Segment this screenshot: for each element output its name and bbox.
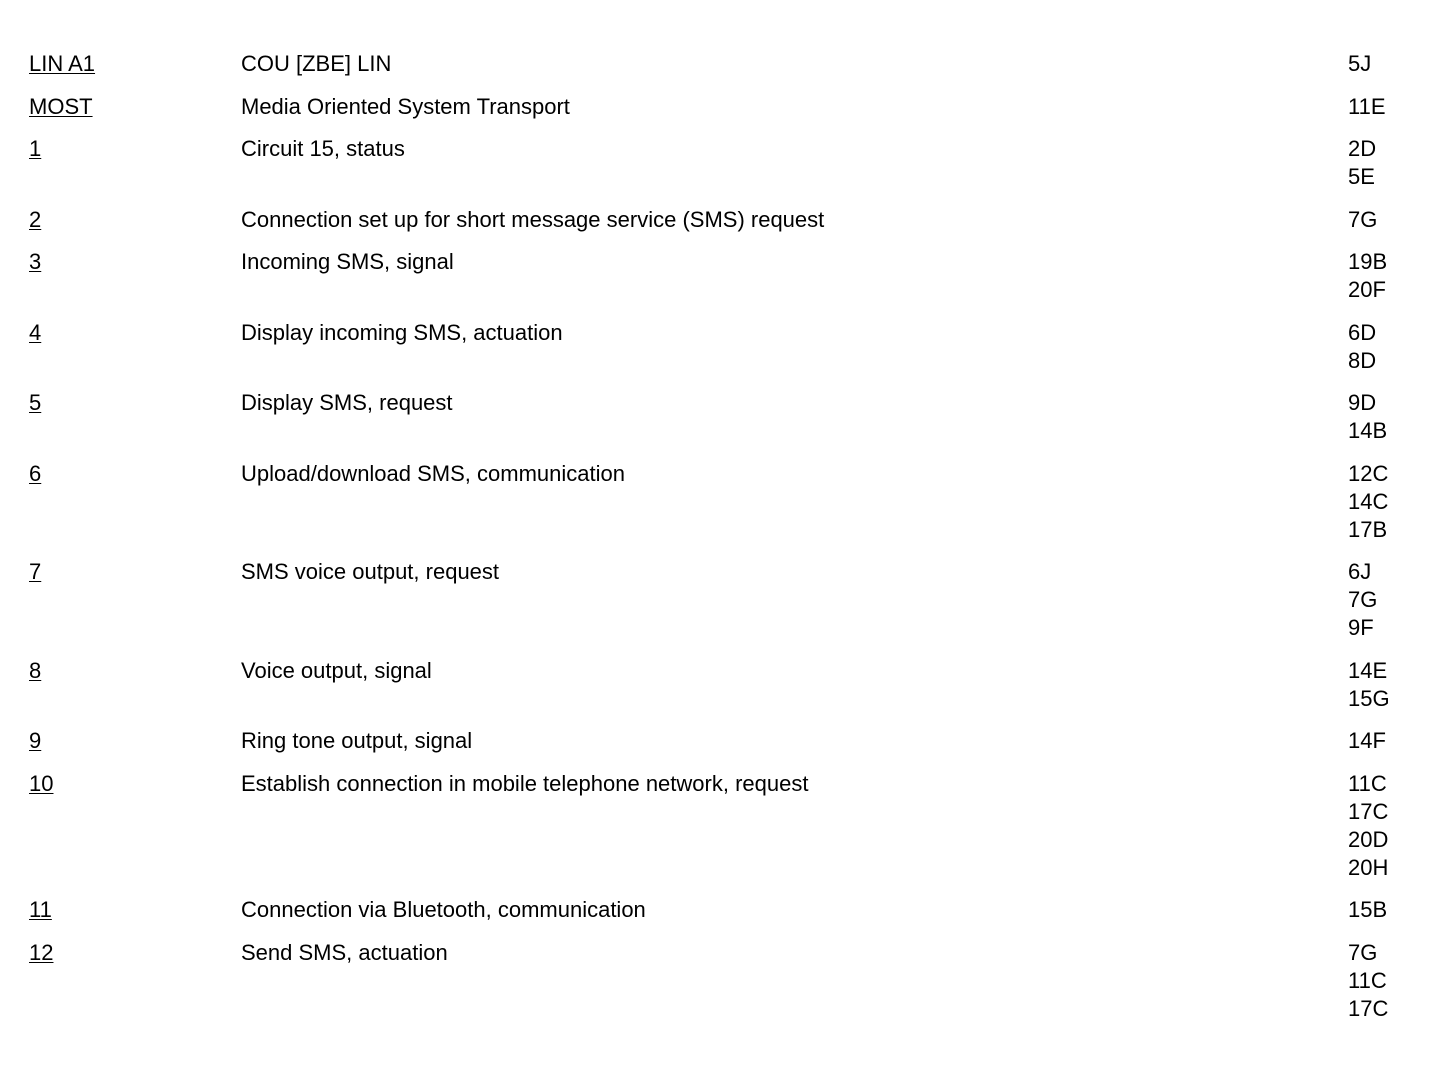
grid-reference: 11C: [1348, 770, 1387, 796]
grid-reference: 5E: [1348, 164, 1375, 189]
signal-description: Establish connection in mobile telephone network, request: [241, 770, 809, 796]
legend-row: [29, 206, 1429, 234]
signal-description: Send SMS, actuation: [241, 939, 448, 965]
signal-description: Display SMS, request: [241, 390, 453, 415]
grid-reference: 17B: [1348, 516, 1388, 542]
signal-code-link[interactable]: 12: [29, 939, 54, 965]
grid-reference-list: [1348, 727, 1429, 755]
legend-row: [29, 558, 1429, 642]
legend-row: [29, 389, 1429, 445]
signal-description: Ring tone output, signal: [241, 728, 473, 753]
grid-reference: 7G: [1348, 206, 1378, 232]
signal-code-link[interactable]: 1: [29, 136, 42, 161]
signal-description: COU [ZBE] LIN: [241, 51, 392, 76]
signal-code-link[interactable]: 11: [29, 897, 52, 922]
signal-description: Upload/download SMS, communication: [241, 460, 625, 486]
grid-reference-list: [1348, 248, 1429, 304]
signal-code-link[interactable]: 3: [29, 249, 42, 274]
legend-row: [29, 50, 1429, 78]
grid-reference: 14E: [1348, 657, 1388, 683]
legend-row: [29, 657, 1429, 713]
legend-row: [29, 319, 1429, 375]
signal-code-link[interactable]: 10: [29, 770, 54, 796]
grid-reference: 15G: [1348, 685, 1390, 711]
legend-row: [29, 727, 1429, 755]
signal-code-link[interactable]: MOST: [29, 93, 93, 119]
grid-reference-list: [1348, 657, 1429, 713]
grid-reference: 14C: [1348, 488, 1389, 514]
grid-reference: 6D: [1348, 319, 1377, 345]
signal-code-link[interactable]: 2: [29, 206, 42, 232]
grid-reference: 11C: [1348, 967, 1387, 993]
legend-row: [29, 770, 1429, 882]
signal-description: Connection set up for short message service (SMS) request: [241, 206, 825, 232]
legend-row: [29, 248, 1429, 304]
grid-reference-list: [1348, 896, 1429, 924]
grid-reference: 14F: [1348, 728, 1386, 753]
grid-reference: 20H: [1348, 854, 1389, 880]
grid-reference: 5J: [1348, 51, 1372, 76]
signal-description: Display incoming SMS, actuation: [241, 319, 563, 345]
grid-reference: 19B: [1348, 249, 1388, 274]
signal-description: Incoming SMS, signal: [241, 249, 454, 274]
legend-row: [29, 896, 1429, 924]
grid-reference-list: [1348, 770, 1429, 882]
grid-reference: 12C: [1348, 460, 1389, 486]
signal-description: SMS voice output, request: [241, 559, 500, 584]
signal-code-link[interactable]: 4: [29, 319, 42, 345]
signal-code-link[interactable]: 8: [29, 657, 42, 683]
grid-reference: 9D: [1348, 390, 1377, 415]
grid-reference: 11E: [1348, 93, 1386, 119]
signal-code-link[interactable]: 7: [29, 559, 42, 584]
grid-reference: 6J: [1348, 559, 1372, 584]
grid-reference-list: [1348, 319, 1429, 375]
grid-reference: 20D: [1348, 826, 1389, 852]
grid-reference-list: [1348, 939, 1429, 1023]
signal-code-link[interactable]: 6: [29, 460, 42, 486]
grid-reference: 17C: [1348, 995, 1389, 1021]
legend-row: [29, 939, 1429, 1023]
signal-description: Circuit 15, status: [241, 136, 405, 161]
grid-reference: 7G: [1348, 939, 1378, 965]
signal-description: Voice output, signal: [241, 657, 432, 683]
grid-reference: 14B: [1348, 418, 1388, 443]
grid-reference-list: [1348, 93, 1429, 121]
signal-code-link[interactable]: 5: [29, 390, 42, 415]
signal-description: Media Oriented System Transport: [241, 93, 570, 119]
grid-reference: 17C: [1348, 798, 1389, 824]
grid-reference: 8D: [1348, 347, 1377, 373]
grid-reference: 7G: [1348, 587, 1378, 612]
grid-reference: 9F: [1348, 615, 1374, 640]
grid-reference-list: [1348, 206, 1429, 234]
grid-reference: 2D: [1348, 136, 1377, 161]
grid-reference-list: [1348, 389, 1429, 445]
signal-legend-table: [29, 50, 1429, 1037]
grid-reference: 20F: [1348, 277, 1386, 302]
grid-reference: 15B: [1348, 897, 1388, 922]
signal-description: Connection via Bluetooth, communication: [241, 897, 646, 922]
legend-row: [29, 93, 1429, 121]
grid-reference-list: [1348, 558, 1429, 642]
grid-reference-list: [1348, 135, 1429, 191]
signal-code-link[interactable]: 9: [29, 728, 42, 753]
signal-code-link[interactable]: LIN A1: [29, 51, 96, 76]
grid-reference-list: [1348, 50, 1429, 78]
grid-reference-list: [1348, 460, 1429, 544]
legend-row: [29, 135, 1429, 191]
legend-row: [29, 460, 1429, 544]
